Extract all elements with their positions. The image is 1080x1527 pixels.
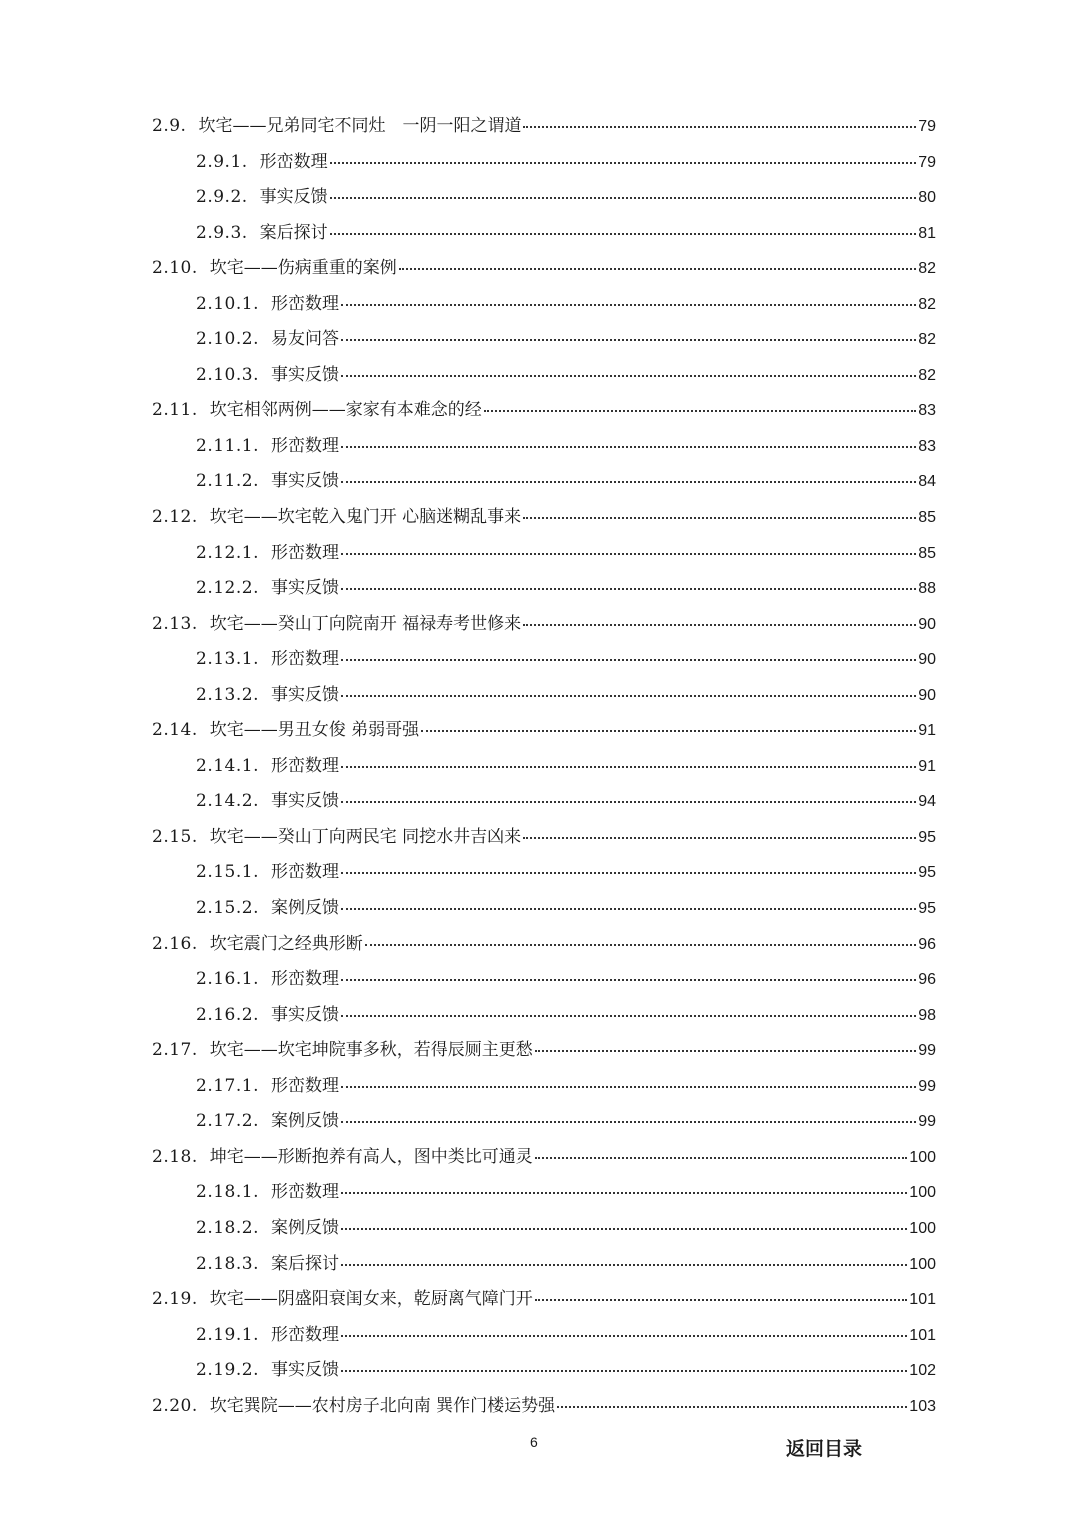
toc-entry-title: 形峦数理	[270, 649, 339, 670]
toc-entry-title: 形峦数理	[259, 151, 328, 172]
toc-entry[interactable]	[152, 1282, 936, 1318]
toc-entry-page: 99	[918, 1113, 936, 1131]
toc-leader-dots	[330, 231, 917, 235]
toc-entry-number: 2.11.2.	[196, 471, 259, 492]
toc-leader-dots	[535, 1048, 916, 1052]
toc-entry-page: 103	[909, 1397, 936, 1415]
toc-leader-dots	[330, 195, 917, 199]
toc-entry-title: 事实反馈	[270, 684, 339, 705]
toc-entry-page: 96	[918, 935, 936, 953]
toc-entry-title: 形峦数理	[270, 1182, 339, 1203]
toc-entry-title: 案例反馈	[270, 1217, 339, 1238]
toc-leader-dots	[341, 1084, 916, 1088]
toc-entry-title: 坎宅——伤病重重的案例	[209, 258, 397, 279]
toc-entry-number: 2.11.1.	[196, 435, 259, 456]
toc-entry-number: 2.11.	[152, 400, 198, 421]
toc-leader-dots	[523, 124, 916, 128]
toc-entry-number: 2.19.1.	[196, 1324, 259, 1345]
toc-entry-number: 2.18.3.	[196, 1253, 259, 1274]
toc-entry-title: 坎宅震门之经典形断	[209, 933, 363, 954]
toc-leader-dots	[341, 1013, 916, 1017]
toc-entry-title: 形峦数理	[270, 293, 339, 314]
toc-entry-title: 坎宅——男丑女俊 弟弱哥强	[209, 720, 420, 741]
toc-entry[interactable]	[152, 607, 936, 643]
toc-entry-number: 2.19.	[152, 1289, 198, 1310]
toc-entry[interactable]	[152, 571, 936, 607]
toc-entry-page: 79	[918, 153, 936, 171]
toc-entry-title: 事实反馈	[270, 1004, 339, 1025]
toc-leader-dots	[341, 444, 916, 448]
toc-leader-dots	[535, 1155, 908, 1159]
toc-leader-dots	[341, 693, 916, 697]
toc-leader-dots	[341, 373, 916, 377]
toc-entry-title: 易友问答	[270, 329, 339, 350]
toc-entry-title: 坎宅——兄弟同宅不同灶 一阴一阳之谓道	[198, 116, 522, 136]
toc-leader-dots	[523, 622, 916, 626]
toc-entry[interactable]	[152, 820, 936, 856]
toc-entry-page: 102	[909, 1362, 936, 1380]
toc-entry-title: 事实反馈	[270, 578, 339, 599]
toc-entry[interactable]	[152, 145, 936, 181]
toc-entry-title: 形峦数理	[270, 862, 339, 883]
toc-entry[interactable]	[152, 642, 936, 678]
toc-entry-number: 2.14.1.	[196, 755, 259, 776]
toc-entry-page: 95	[918, 864, 936, 882]
toc-leader-dots	[341, 551, 916, 555]
toc-entry-number: 2.18.2.	[196, 1217, 259, 1238]
toc-leader-dots	[341, 1333, 907, 1337]
toc-entry[interactable]	[152, 180, 936, 216]
toc-leader-dots	[365, 942, 916, 946]
toc-entry-title: 案例反馈	[270, 1111, 339, 1132]
toc-entry[interactable]	[152, 429, 936, 465]
toc-entry[interactable]	[152, 393, 936, 429]
toc-entry-number: 2.9.	[152, 116, 187, 136]
toc-entry[interactable]	[152, 1033, 936, 1069]
toc-entry[interactable]	[152, 1140, 936, 1176]
toc-leader-dots	[523, 835, 916, 839]
toc-entry[interactable]	[152, 1175, 936, 1211]
toc-entry[interactable]	[152, 713, 936, 749]
toc-entry-title: 形峦数理	[270, 1075, 339, 1096]
toc-leader-dots	[421, 728, 916, 732]
toc-entry-page: 83	[918, 437, 936, 455]
toc-entry-number: 2.17.1.	[196, 1075, 259, 1096]
toc-entry-number: 2.16.2.	[196, 1004, 259, 1025]
toc-entry-title: 事实反馈	[270, 364, 339, 385]
toc-entry-number: 2.9.1.	[196, 151, 248, 172]
toc-entry-page: 83	[918, 402, 936, 420]
toc-entry-page: 82	[918, 295, 936, 313]
toc-entry[interactable]	[152, 287, 936, 323]
toc-entry-page: 101	[909, 1326, 936, 1344]
toc-entry-page: 90	[918, 651, 936, 669]
toc-entry[interactable]	[152, 678, 936, 714]
toc-entry-page: 90	[918, 615, 936, 633]
toc-entry[interactable]	[152, 216, 936, 252]
back-to-contents-link[interactable]: 返回目录	[786, 1438, 863, 1460]
toc-entry-title: 坎宅——坎宅坤院事多秋，若得辰厕主更愁	[209, 1040, 533, 1061]
toc-leader-dots	[341, 799, 916, 803]
toc-leader-dots	[341, 1119, 916, 1123]
toc-entry-page: 95	[918, 900, 936, 918]
toc-entry-page: 82	[918, 331, 936, 349]
toc-entry-number: 2.12.1.	[196, 542, 259, 563]
toc-entry-page: 95	[918, 828, 936, 846]
toc-entry-number: 2.19.2.	[196, 1360, 259, 1381]
toc-entry[interactable]	[152, 109, 936, 145]
toc-entry[interactable]	[152, 855, 936, 891]
toc-entry-page: 100	[909, 1148, 936, 1166]
toc-leader-dots	[399, 266, 916, 270]
toc-entry-number: 2.18.1.	[196, 1182, 259, 1203]
toc-leader-dots	[341, 906, 916, 910]
toc-entry-page: 99	[918, 1042, 936, 1060]
table-of-contents	[152, 109, 936, 1424]
toc-entry-number: 2.18.	[152, 1146, 198, 1167]
toc-entry-title: 案后探讨	[259, 222, 328, 243]
toc-leader-dots	[484, 408, 916, 412]
toc-entry-number: 2.9.3.	[196, 222, 248, 243]
toc-entry-page: 85	[918, 509, 936, 527]
toc-entry-title: 事实反馈	[270, 791, 339, 812]
toc-entry-page: 80	[918, 189, 936, 207]
toc-entry-page: 100	[909, 1255, 936, 1273]
toc-entry-number: 2.12.2.	[196, 578, 259, 599]
toc-leader-dots	[341, 302, 916, 306]
toc-leader-dots	[341, 1226, 907, 1230]
toc-entry-number: 2.14.2.	[196, 791, 259, 812]
toc-entry[interactable]	[152, 1353, 936, 1389]
toc-leader-dots	[341, 657, 916, 661]
toc-entry-page: 91	[918, 757, 936, 775]
toc-entry-page: 85	[918, 544, 936, 562]
toc-entry-number: 2.12.	[152, 507, 198, 528]
toc-entry-title: 坎宅——坎宅乾入鬼门开 心脑迷糊乱事来	[209, 507, 522, 528]
toc-entry[interactable]	[152, 536, 936, 572]
toc-entry-title: 坎宅——阴盛阳衰闺女来，乾厨离气障门开	[209, 1289, 533, 1310]
page-number: 6	[530, 1434, 538, 1450]
toc-entry[interactable]	[152, 500, 936, 536]
toc-entry[interactable]	[152, 962, 936, 998]
toc-entry-title: 坎宅相邻两例——家家有本难念的经	[209, 400, 482, 421]
toc-entry[interactable]	[152, 464, 936, 500]
toc-entry-page: 96	[918, 971, 936, 989]
toc-leader-dots	[341, 586, 916, 590]
toc-entry-title: 形峦数理	[270, 969, 339, 990]
toc-leader-dots	[341, 870, 916, 874]
toc-entry-number: 2.17.2.	[196, 1111, 259, 1132]
toc-entry[interactable]	[152, 927, 936, 963]
toc-leader-dots	[341, 1190, 907, 1194]
toc-entry-number: 2.15.1.	[196, 862, 259, 883]
toc-entry-number: 2.15.2.	[196, 898, 259, 919]
toc-entry-title: 形峦数理	[270, 755, 339, 776]
toc-entry-page: 82	[918, 260, 936, 278]
toc-entry[interactable]	[152, 784, 936, 820]
toc-entry[interactable]	[152, 1247, 936, 1283]
toc-entry-number: 2.9.2.	[196, 187, 248, 208]
toc-entry-number: 2.17.	[152, 1040, 198, 1061]
toc-entry-page: 101	[909, 1291, 936, 1309]
toc-entry[interactable]	[152, 1069, 936, 1105]
toc-entry-page: 100	[909, 1184, 936, 1202]
toc-entry-number: 2.10.2.	[196, 329, 259, 350]
toc-entry-title: 形峦数理	[270, 542, 339, 563]
toc-entry-title: 案例反馈	[270, 898, 339, 919]
toc-entry-title: 坎宅——癸山丁向院南开 福禄寿考世修来	[209, 613, 522, 634]
toc-entry-page: 99	[918, 1077, 936, 1095]
toc-entry-title: 坎宅——癸山丁向两民宅 同挖水井吉凶来	[209, 826, 522, 847]
toc-entry-number: 2.15.	[152, 826, 198, 847]
toc-entry[interactable]	[152, 322, 936, 358]
toc-entry[interactable]	[152, 1318, 936, 1354]
toc-entry-title: 事实反馈	[259, 187, 328, 208]
toc-entry-number: 2.10.3.	[196, 364, 259, 385]
toc-entry-page: 82	[918, 366, 936, 384]
toc-entry-number: 2.13.1.	[196, 649, 259, 670]
toc-entry[interactable]	[152, 358, 936, 394]
toc-entry[interactable]	[152, 1104, 936, 1140]
toc-entry-page: 91	[918, 722, 936, 740]
toc-entry[interactable]	[152, 998, 936, 1034]
toc-entry-title: 事实反馈	[270, 471, 339, 492]
toc-entry-number: 2.10.	[152, 258, 198, 279]
toc-entry[interactable]	[152, 891, 936, 927]
toc-entry[interactable]	[152, 1389, 936, 1425]
toc-entry-page: 79	[918, 118, 936, 135]
toc-entry-number: 2.16.1.	[196, 969, 259, 990]
toc-entry-title: 事实反馈	[270, 1360, 339, 1381]
toc-entry-page: 84	[918, 473, 936, 491]
toc-entry-number: 2.14.	[152, 720, 198, 741]
toc-entry-page: 90	[918, 686, 936, 704]
toc-entry-title: 形峦数理	[270, 435, 339, 456]
toc-entry-number: 2.10.1.	[196, 293, 259, 314]
toc-entry-title: 坤宅——形断抱养有高人，图中类比可通灵	[209, 1146, 533, 1167]
toc-entry-number: 2.13.	[152, 613, 198, 634]
toc-leader-dots	[341, 479, 916, 483]
toc-leader-dots	[341, 337, 916, 341]
toc-leader-dots	[341, 764, 916, 768]
toc-entry-page: 88	[918, 580, 936, 598]
toc-entry-title: 形峦数理	[270, 1324, 339, 1345]
toc-leader-dots	[341, 1262, 907, 1266]
toc-leader-dots	[557, 1404, 907, 1408]
toc-entry-number: 2.16.	[152, 933, 198, 954]
toc-entry-page: 98	[918, 1006, 936, 1024]
toc-entry-page: 81	[918, 224, 936, 242]
toc-entry[interactable]	[152, 251, 936, 287]
toc-leader-dots	[341, 1368, 907, 1372]
toc-entry[interactable]	[152, 749, 936, 785]
toc-leader-dots	[330, 160, 917, 164]
toc-entry-number: 2.13.2.	[196, 684, 259, 705]
toc-entry-page: 94	[918, 793, 936, 811]
toc-entry-page: 100	[909, 1219, 936, 1237]
toc-leader-dots	[523, 515, 916, 519]
toc-entry-title: 坎宅巽院——农村房子北向南 巽作门楼运势强	[209, 1395, 556, 1416]
toc-leader-dots	[341, 977, 916, 981]
toc-leader-dots	[535, 1297, 908, 1301]
toc-entry[interactable]	[152, 1211, 936, 1247]
toc-entry-title: 案后探讨	[270, 1253, 339, 1274]
toc-entry-number: 2.20.	[152, 1395, 198, 1416]
